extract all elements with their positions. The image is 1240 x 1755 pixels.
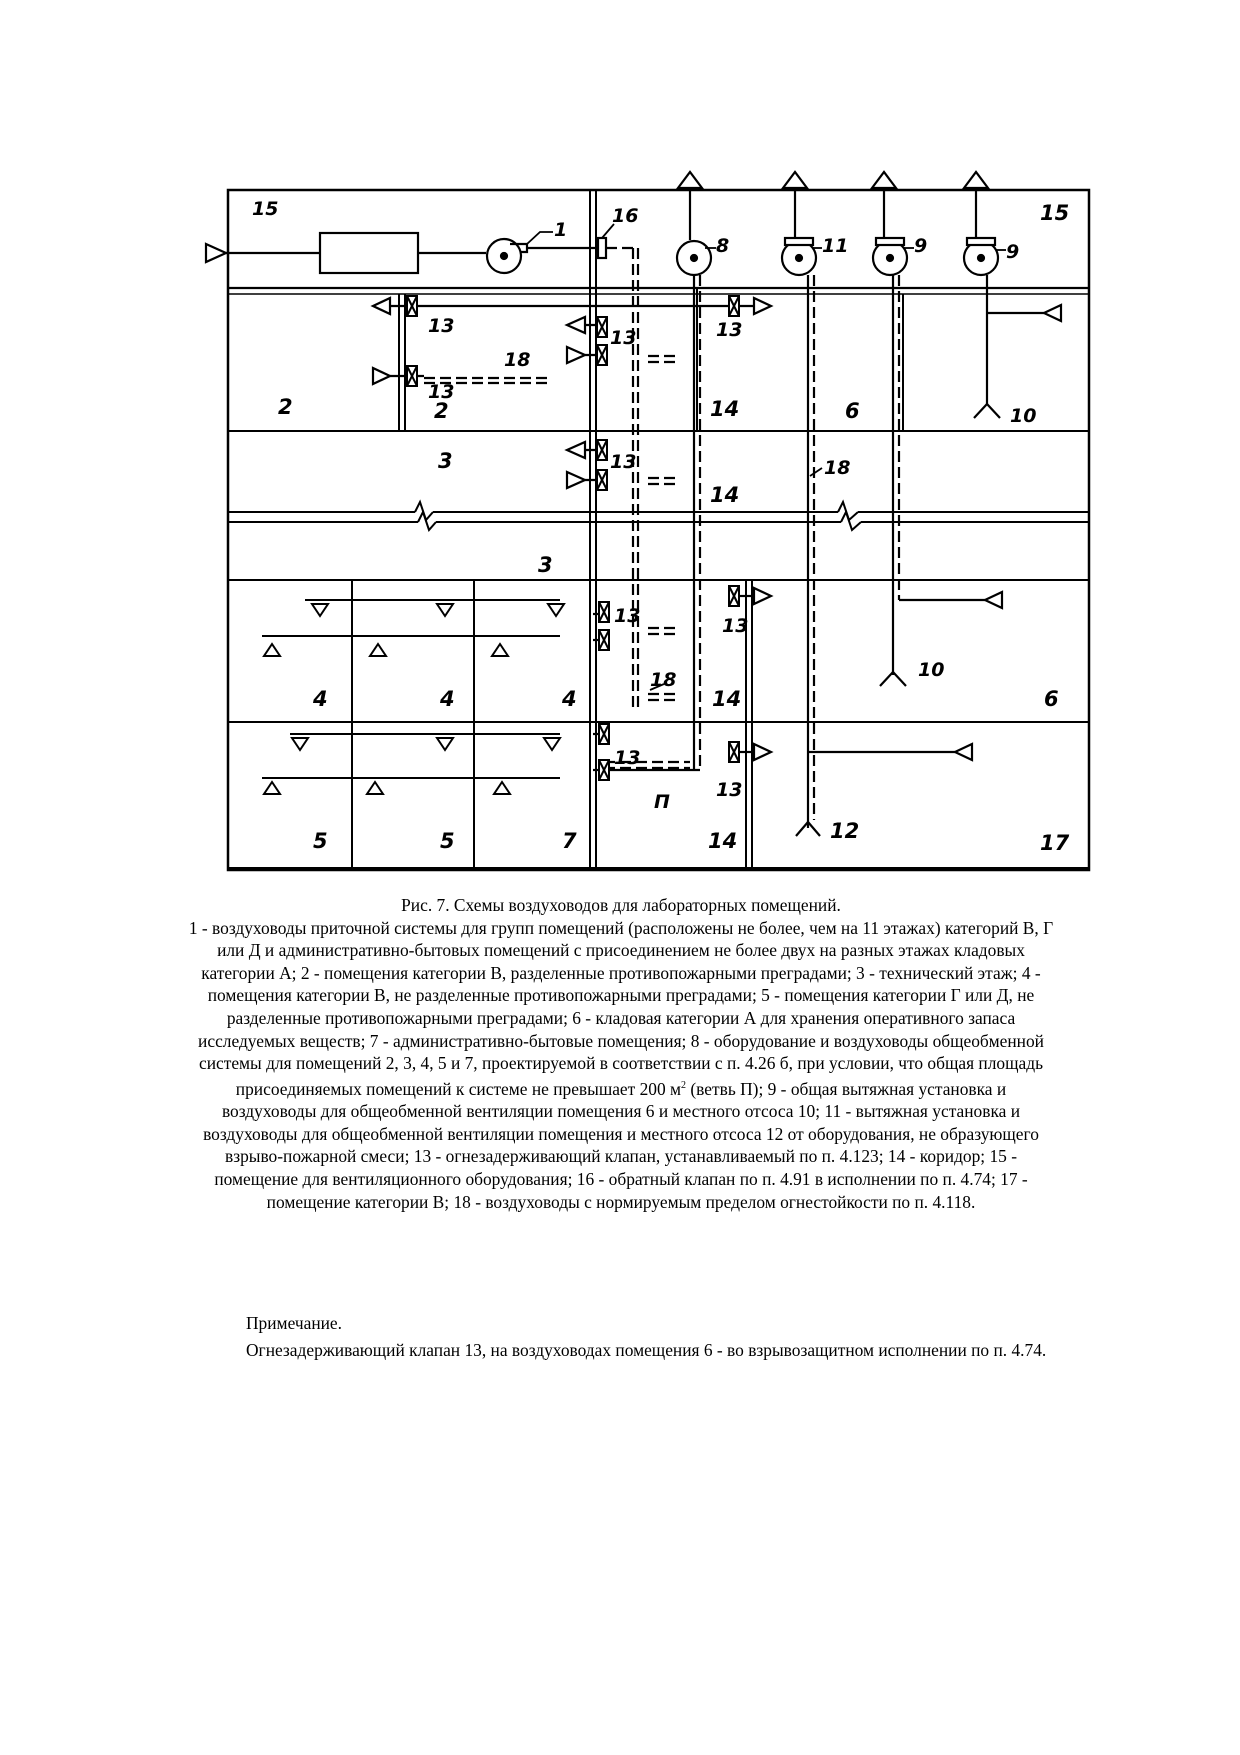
label-9: 9 xyxy=(1006,241,1020,263)
label-13: 13 xyxy=(610,327,637,349)
legend-text: 1 - воздуховоды приточной системы для групп помещений (расположены не более, чем на 11 этажах) категорий В, Г или Д и административно-бытовых помещений с присоединением не более двух на разных этажах кладовых категории А; 2 - помещения категории В, разделенные противопожарными преградами; 3 - технический этаж; 4 - помещения категории В, не разделенные противопожарными преградами; 5 - помещения категории Г или Д, не разделенные противопожарными преградами; 6 - кладовая категории А для хранения оперативного запаса исследуемых веществ; 7 - административно-бытовые помещения; 8 - оборудование и воздуховоды общеобменной системы для помещений 2, 3, 4, 5 и 7, проектируемой в соответствии с п. 4.26 б, при условии, что общая площадь присоединяемых помещений к системе не превышает 200 м xyxy=(188,917,1054,1099)
label-9: 9 xyxy=(914,235,928,257)
label-6: 6 xyxy=(1044,687,1059,711)
label-13: 13 xyxy=(428,381,455,403)
label-15: 15 xyxy=(1040,201,1070,225)
label-4: 4 xyxy=(562,687,577,711)
label-5: 5 xyxy=(440,829,455,853)
note-title: Примечание. xyxy=(246,1313,342,1333)
figure-legend xyxy=(188,917,1054,1214)
label-8: 8 xyxy=(716,235,730,257)
note-block xyxy=(188,1312,1054,1361)
label-13: 13 xyxy=(614,605,641,627)
label-13: 13 xyxy=(716,779,743,801)
label-10: 10 xyxy=(918,659,945,681)
label-14: 14 xyxy=(708,829,738,853)
label-P: П xyxy=(654,791,670,813)
label-3: 3 xyxy=(438,449,453,473)
figure-caption xyxy=(188,894,1054,1213)
label-10: 10 xyxy=(1010,405,1037,427)
label-5: 5 xyxy=(313,829,328,853)
figure-title: Рис. 7. Схемы воздуховодов для лабораторных помещений. xyxy=(401,895,841,915)
legend-text-rest: (ветвь П); 9 - общая вытяжная установка и воздуховоды для общеобменной вентиляции помещения 6 и местного отсоса 10; 11 - вытяжная установка и воздуховоды для общеобменной вентиляции помещения и местного отсоса 12 от оборудования, не образующего взрыво-пожарной смеси; 13 - огнезадерживающий клапан, устанавливаемый по п. 4.123; 14 - коридор; 15 - помещение для вентиляционного оборудования; 16 - обратный клапан по п. 4.91 в исполнении по п. 4.74; 17 - помещение категории В; 18 - воздуховоды с нормируемым пределом огнестойкости по п. 4.118. xyxy=(203,1078,1039,1212)
label-11: 11 xyxy=(822,235,849,257)
label-16: 16 xyxy=(612,205,639,227)
label-14: 14 xyxy=(712,687,742,711)
label-1: 1 xyxy=(554,219,568,241)
supply-diffusers xyxy=(262,600,564,794)
exhaust-11-riser xyxy=(782,172,972,836)
figure-labels xyxy=(252,198,1070,855)
superscript: 2 xyxy=(681,1079,687,1091)
label-18: 18 xyxy=(824,457,851,479)
label-2: 2 xyxy=(434,399,449,423)
label-7: 7 xyxy=(562,829,577,853)
label-2: 2 xyxy=(278,395,293,419)
label-12: 12 xyxy=(830,819,860,843)
label-13: 13 xyxy=(610,451,637,473)
label-13: 13 xyxy=(428,315,455,337)
supply-air-unit xyxy=(206,233,606,273)
label-6: 6 xyxy=(845,399,860,423)
label-3: 3 xyxy=(538,553,553,577)
label-14: 14 xyxy=(710,483,740,507)
label-17: 17 xyxy=(1040,831,1070,855)
note-text: Огнезадерживающий клапан 13, на воздуховодах помещения 6 - во взрывозащитном исполнении по п. 4.74. xyxy=(246,1339,1047,1360)
label-4: 4 xyxy=(313,687,328,711)
label-18: 18 xyxy=(650,669,677,691)
label-15: 15 xyxy=(252,198,279,220)
label-14: 14 xyxy=(710,397,740,421)
label-18: 18 xyxy=(504,349,531,371)
label-13: 13 xyxy=(722,615,749,637)
label-4: 4 xyxy=(440,687,455,711)
label-13: 13 xyxy=(716,319,743,341)
label-13: 13 xyxy=(614,747,641,769)
